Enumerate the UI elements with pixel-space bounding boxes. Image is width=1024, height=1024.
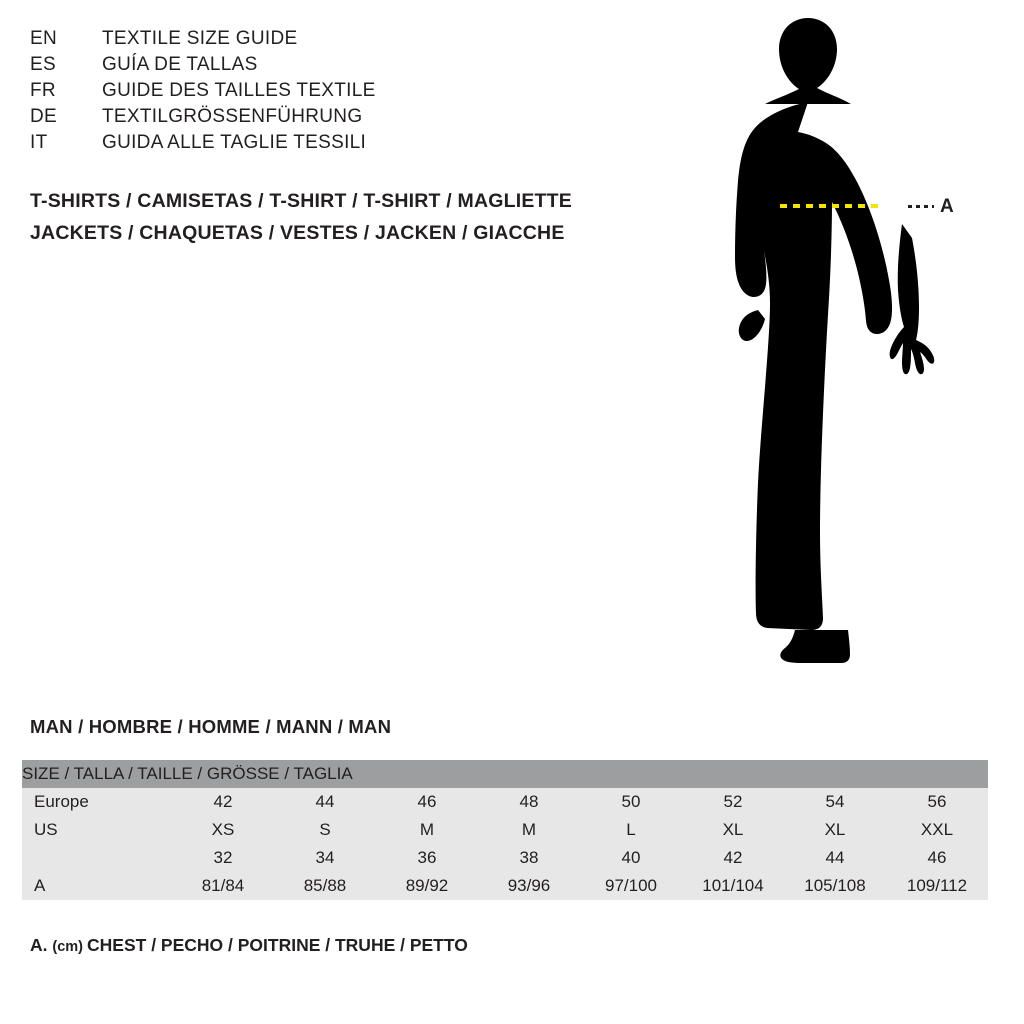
garment-line-jackets: JACKETS / CHAQUETAS / VESTES / JACKEN / GIACCHE <box>30 222 565 244</box>
table-section-title: MAN / HOMBRE / HOMME / MANN / MAN <box>30 716 392 737</box>
garment-line-tshirts: T-SHIRTS / CAMISETAS / T-SHIRT / T-SHIRT / MAGLIETTE <box>30 190 572 212</box>
language-code: IT <box>30 132 48 153</box>
table-cell: 44 <box>274 788 376 816</box>
measure-label-a: A <box>940 196 954 217</box>
size-table-wrapper <box>22 760 988 900</box>
table-row <box>22 788 988 816</box>
language-row <box>30 80 650 106</box>
language-title: GUIDA ALLE TAGLIE TESSILI <box>102 132 367 153</box>
table-cell: 93/96 <box>478 872 580 900</box>
row-label-us: US <box>22 816 172 844</box>
garment-category-block <box>30 185 670 249</box>
table-cell: 48 <box>478 788 580 816</box>
table-cell: 40 <box>580 844 682 872</box>
table-cell: 42 <box>682 844 784 872</box>
table-cell: M <box>376 816 478 844</box>
language-row <box>30 54 650 80</box>
table-cell: 46 <box>376 788 478 816</box>
language-title: GUIDE DES TAILLES TEXTILE <box>102 80 376 101</box>
language-code: EN <box>30 28 57 49</box>
table-cell: 50 <box>580 788 682 816</box>
row-label-a: A <box>22 872 172 900</box>
table-header-row <box>22 760 988 788</box>
language-header-block <box>30 28 650 158</box>
language-row <box>30 106 650 132</box>
measure-leader-dashes <box>908 205 934 208</box>
table-cell: 105/108 <box>784 872 886 900</box>
language-row <box>30 132 650 158</box>
table-cell: 36 <box>376 844 478 872</box>
table-row <box>22 872 988 900</box>
table-cell: 81/84 <box>172 872 274 900</box>
language-row <box>30 28 650 54</box>
language-title: TEXTILE SIZE GUIDE <box>102 28 298 49</box>
table-cell: M <box>478 816 580 844</box>
table-cell: 32 <box>172 844 274 872</box>
table-cell: L <box>580 816 682 844</box>
language-code: FR <box>30 80 56 101</box>
table-cell: S <box>274 816 376 844</box>
table-cell: XL <box>682 816 784 844</box>
table-row <box>22 844 988 872</box>
size-table <box>22 760 988 900</box>
measurement-footnote <box>30 935 468 956</box>
table-cell: 101/104 <box>682 872 784 900</box>
table-cell: 42 <box>172 788 274 816</box>
table-cell: XL <box>784 816 886 844</box>
table-cell: 56 <box>886 788 988 816</box>
footnote-unit: (cm) <box>52 939 88 955</box>
table-cell: 89/92 <box>376 872 478 900</box>
table-cell: 97/100 <box>580 872 682 900</box>
table-cell: 85/88 <box>274 872 376 900</box>
table-cell: 52 <box>682 788 784 816</box>
row-label-blank <box>22 844 172 872</box>
language-title: TEXTILGRÖSSENFÜHRUNG <box>102 106 363 127</box>
table-cell: 46 <box>886 844 988 872</box>
table-cell: 54 <box>784 788 886 816</box>
table-cell: XXL <box>886 816 988 844</box>
table-cell: 38 <box>478 844 580 872</box>
silhouette-icon <box>700 10 1000 670</box>
footnote-prefix: A. <box>30 935 53 955</box>
table-cell: 109/112 <box>886 872 988 900</box>
table-row <box>22 816 988 844</box>
table-cell: 44 <box>784 844 886 872</box>
row-label-europe: Europe <box>22 788 172 816</box>
table-cell: XS <box>172 816 274 844</box>
table-cell: 34 <box>274 844 376 872</box>
male-silhouette-figure <box>700 10 1000 670</box>
language-code: DE <box>30 106 57 127</box>
table-header-label: SIZE / TALLA / TAILLE / GRÖSSE / TAGLIA <box>22 760 988 788</box>
language-title: GUÍA DE TALLAS <box>102 54 258 75</box>
footnote-text: CHEST / PECHO / POITRINE / TRUHE / PETTO <box>87 935 468 955</box>
language-code: ES <box>30 54 56 75</box>
